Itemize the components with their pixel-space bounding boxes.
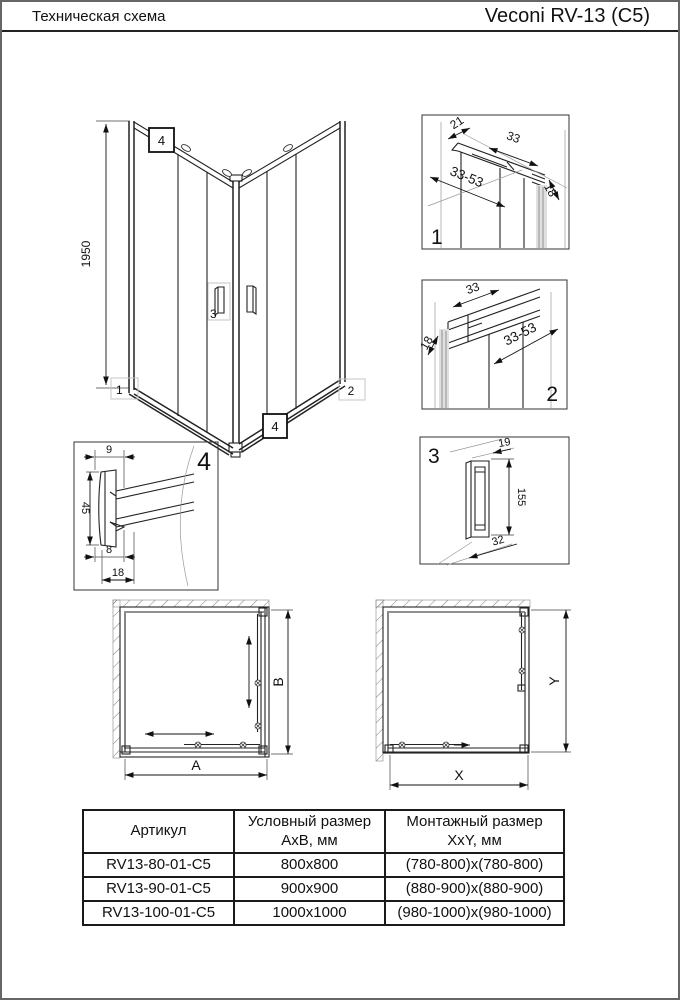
detail-1-dim-21: 21 [447, 113, 467, 133]
detail-1-view [422, 113, 569, 249]
size-cell: 800x800 [234, 853, 385, 877]
corner-post-cap [230, 175, 242, 181]
plan-left-glass-right [261, 607, 265, 757]
article-cell: RV13-80-01-C5 [83, 853, 234, 877]
detail-3-dim-155: 155 [515, 487, 527, 507]
wall-hatch-top [376, 600, 530, 607]
size-cell: 900x900 [234, 877, 385, 901]
callout-top-4-label: 4 [157, 133, 166, 148]
detail-3-dim-19: 19 [497, 436, 512, 451]
corner-post [233, 181, 239, 443]
detail-2-dim-33: 33 [463, 279, 482, 298]
article-cell: RV13-90-01-C5 [83, 877, 234, 901]
article-cell: RV13-100-01-C5 [83, 901, 234, 925]
roller-icon [241, 168, 252, 178]
mount-cell: (980-1000)x(980-1000) [385, 901, 564, 925]
plan-left-glass-bottom [120, 748, 265, 752]
right-glass-edges [267, 154, 296, 427]
table-row [83, 901, 564, 925]
plan-left-inner-walls [124, 612, 264, 752]
detail-3-handle [466, 461, 489, 539]
door-handle-right [247, 286, 256, 314]
corner-block [259, 746, 267, 754]
right-bottom-rail [239, 380, 345, 452]
plan-view-right [376, 600, 571, 790]
plan-view-left [113, 600, 293, 780]
table-row [83, 853, 564, 877]
plan-left-outline [120, 607, 269, 757]
size-table [82, 809, 565, 926]
dim-1950-label: 1950 [79, 240, 93, 268]
plan-right-glass-bottom [383, 748, 529, 752]
detail-4-dim-18: 18 [111, 567, 125, 579]
wall-hatch-left [376, 600, 383, 761]
plan-left-width-label: A [191, 757, 201, 773]
plan-right-glass-right [525, 607, 529, 753]
detail-1-glass-lines [461, 152, 524, 248]
plan-left-height-label: B [270, 677, 286, 687]
callout-2-label: 2 [347, 384, 355, 398]
plan-right-height-label: Y [546, 676, 562, 686]
main-isometric-view [79, 121, 365, 457]
plan-right-width-label: X [454, 767, 464, 783]
size-cell: 1000x1000 [234, 901, 385, 925]
wall-hatch-left [113, 600, 120, 758]
height-dimension [79, 121, 130, 388]
detail-4-view [74, 442, 218, 590]
detail-4-dim-9: 9 [105, 444, 113, 456]
roller-icon [282, 143, 293, 153]
callout-1-label: 1 [116, 383, 123, 397]
callout-bottom-4-label: 4 [271, 419, 279, 434]
detail-2-profile [448, 289, 540, 349]
detail-3-number: 3 [428, 445, 440, 468]
mount-cell: (880-900)x(880-900) [385, 877, 564, 901]
detail-1-number: 1 [431, 226, 443, 249]
detail-2-dim-18: 18 [417, 333, 436, 353]
page-title: Техническая схема [32, 7, 166, 25]
left-wall-post [129, 121, 134, 393]
table-header-row [83, 810, 564, 853]
detail-2-wall-band [439, 329, 449, 408]
detail-3-dim-32: 32 [490, 533, 506, 549]
detail-1-dim-33: 33 [504, 128, 523, 147]
wall-hatch-top [113, 600, 269, 607]
callout-3-label: 3 [210, 307, 217, 321]
detail-4-dim-45: 45 [79, 501, 91, 515]
detail-4-profile [99, 446, 194, 586]
table-row [83, 877, 564, 901]
left-glass-edges [178, 155, 207, 433]
detail-2-dim-33-53: 33-53 [501, 319, 539, 349]
detail-1-dim-18: 18 [541, 180, 560, 200]
detail-3-view [420, 436, 569, 565]
left-bottom-rail [129, 388, 233, 455]
product-model: Veconi RV-13 (C5) [484, 4, 650, 27]
plan-right-outline [383, 607, 529, 753]
detail-2-view [417, 279, 567, 409]
header-article: Артикул [83, 810, 234, 853]
corner-block [122, 746, 130, 754]
detail-1-dim-33-53: 33-53 [447, 163, 486, 191]
detail-4-dim-8: 8 [105, 544, 113, 556]
header-nominal-size: Условный размер AxB, мм [234, 810, 385, 853]
detail-2-number: 2 [546, 383, 558, 406]
mount-cell: (780-800)x(780-800) [385, 853, 564, 877]
plan-right-inner-walls [387, 612, 525, 752]
header-mounting-size: Монтажный размер XxY, мм [385, 810, 564, 853]
right-top-rail [239, 122, 340, 188]
detail-4-number: 4 [197, 448, 211, 476]
right-wall-post [340, 121, 345, 384]
